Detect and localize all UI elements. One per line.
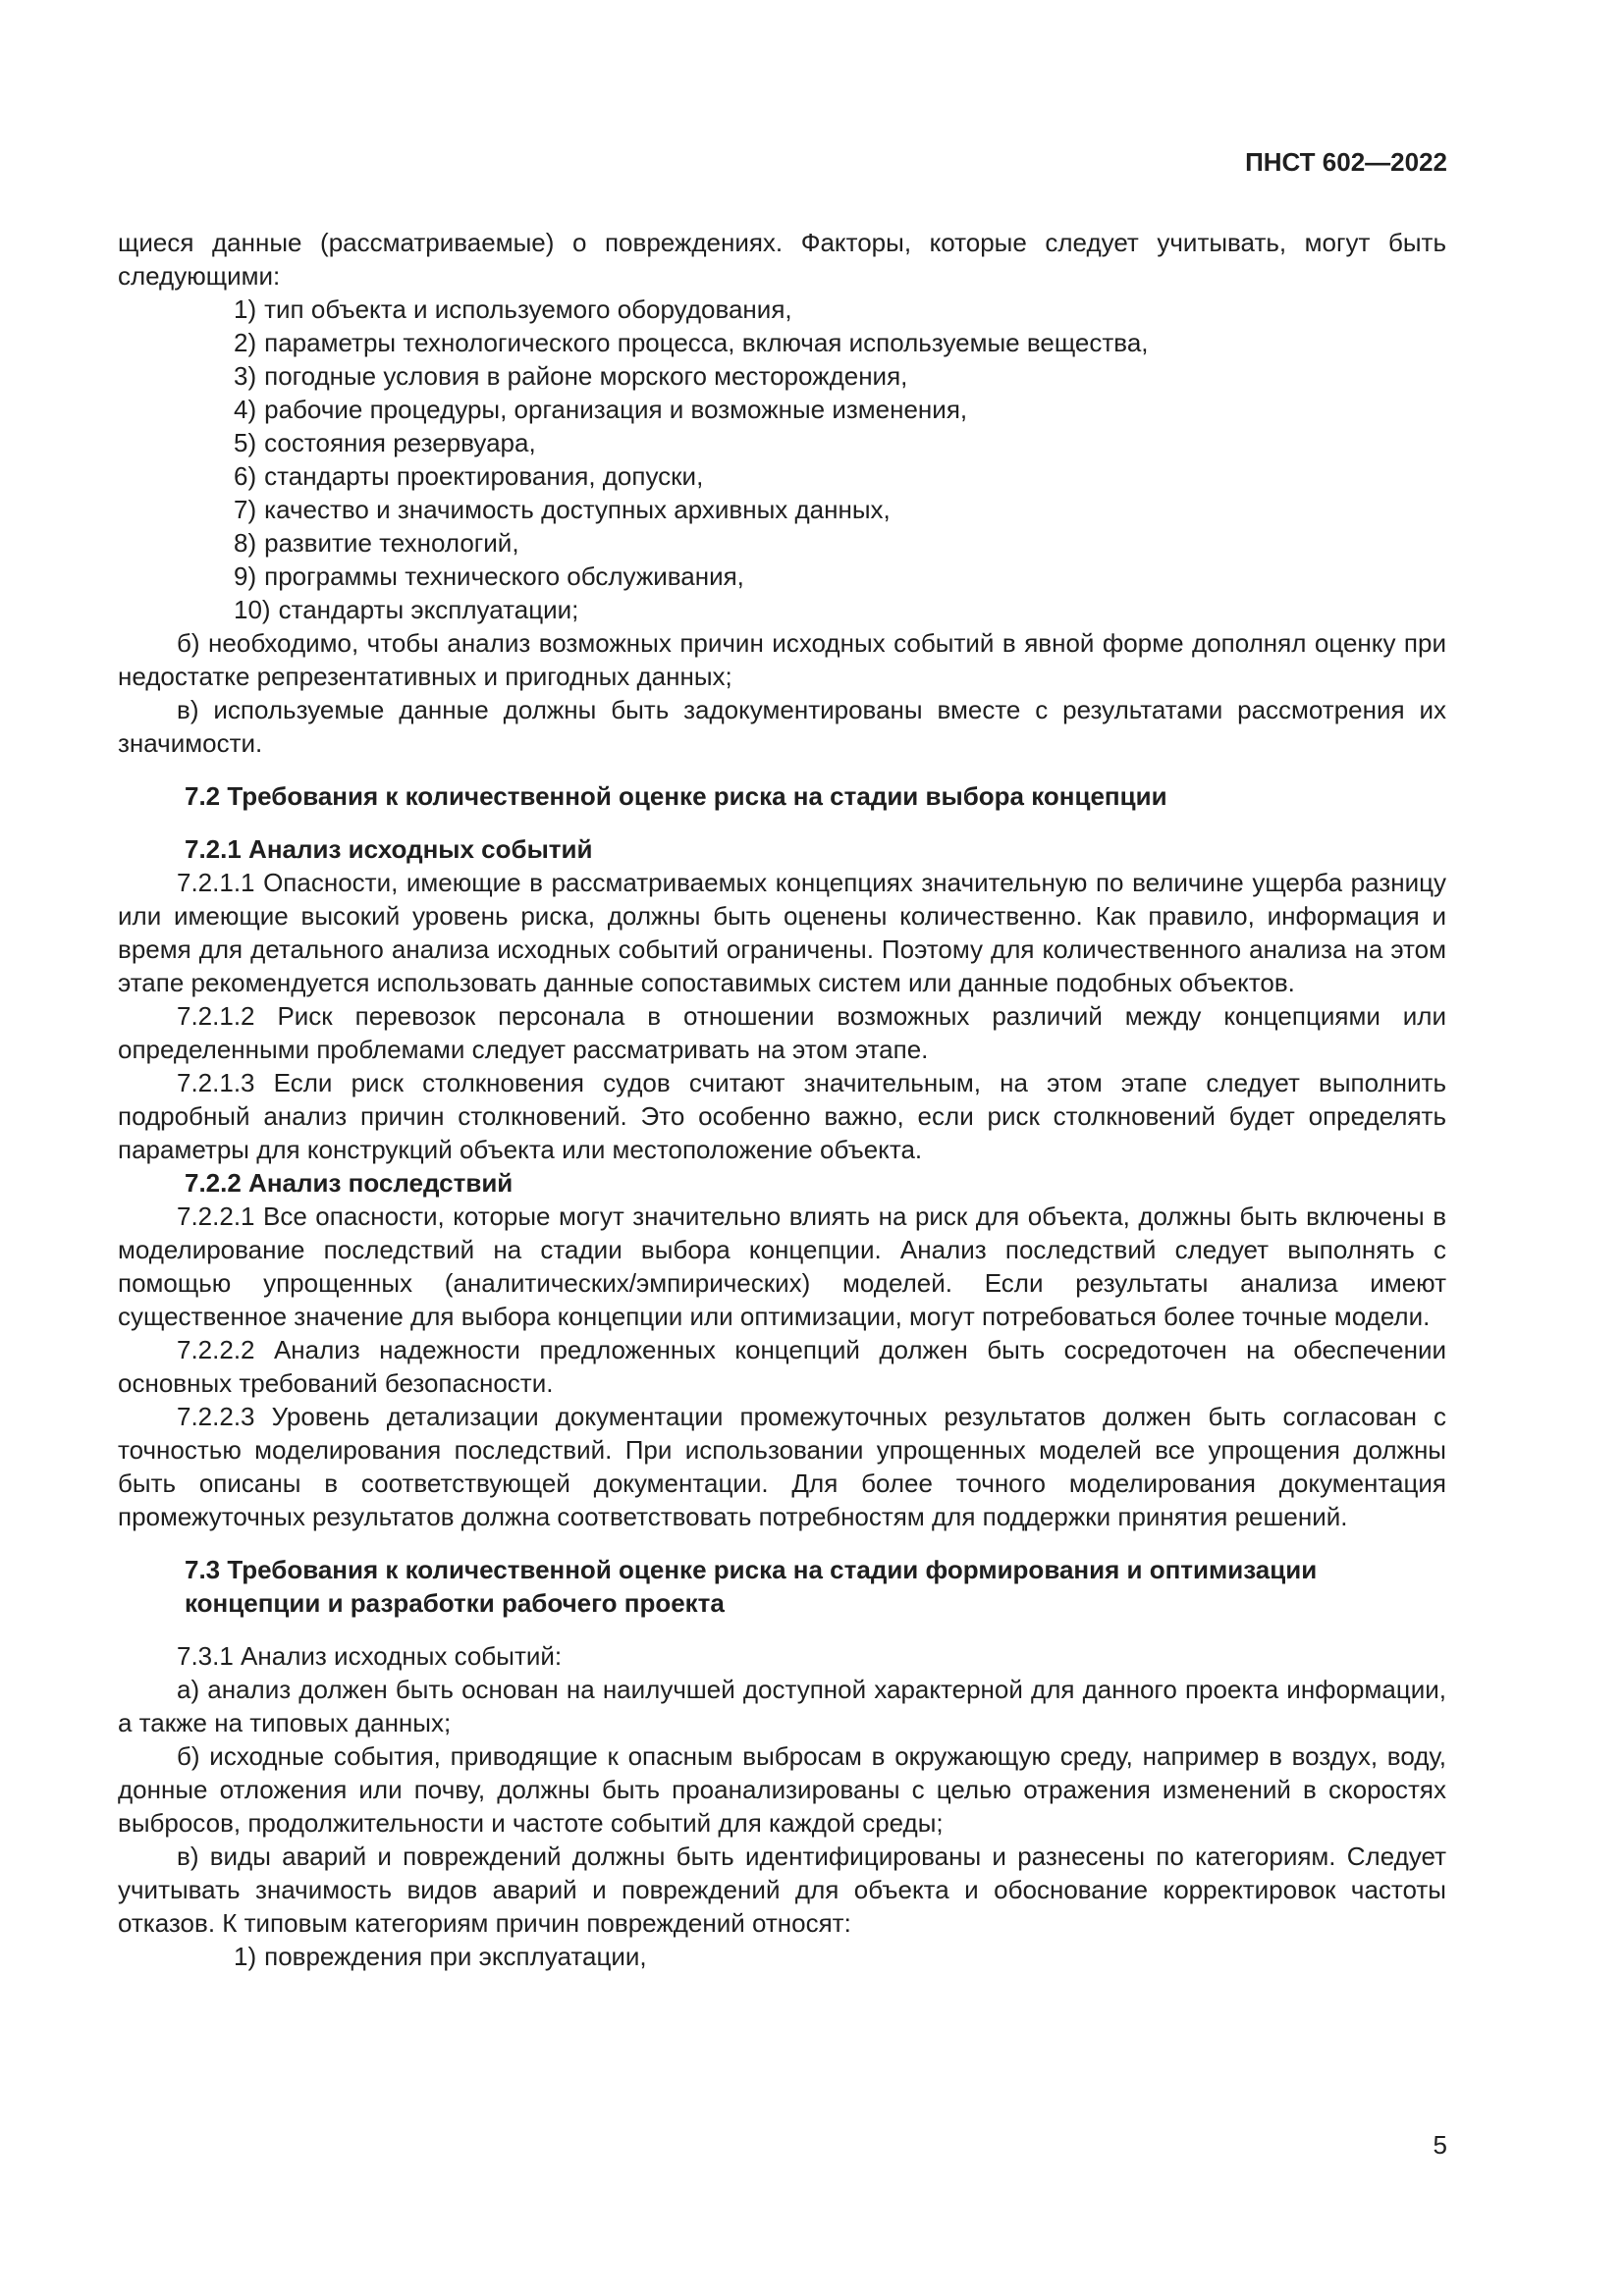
list-item	[118, 493, 1446, 526]
paragraph-7-2-2-2: 7.2.2.2 Анализ надежности предложенных концепций должен быть сосредоточен на обеспечении основных требований безопасности.	[118, 1335, 1446, 1398]
list-item-number: 6)	[234, 461, 257, 491]
list-item-number: 1)	[234, 294, 257, 324]
list-item-number: 1)	[234, 1942, 257, 1971]
list-item-text: стандарты эксплуатации;	[278, 595, 579, 624]
section-7-3-heading-line2: концепции и разработки рабочего проекта	[185, 1588, 725, 1618]
list-item-number: 8)	[234, 528, 257, 558]
paragraph-7-3-1-a: а) анализ должен быть основан на наилучшей доступной характерной для данного проекта информации, а также на типовых данных;	[118, 1675, 1446, 1737]
list-item	[118, 593, 1446, 626]
list-item-text: тип объекта и используемого оборудования,	[264, 294, 792, 324]
list-item-number: 7)	[234, 495, 257, 524]
list-item-text: стандарты проектирования, допуски,	[264, 461, 704, 491]
page-body	[118, 226, 1446, 1973]
subsection-7-2-1-heading: 7.2.1 Анализ исходных событий	[185, 834, 593, 864]
list-item-text: параметры технологического процесса, включая используемые вещества,	[264, 328, 1149, 357]
list-item-text: погодные условия в районе морского месторождения,	[264, 361, 908, 391]
intro-paragraph: щиеся данные (рассматриваемые) о повреждениях. Факторы, которые следует учитывать, могут быть следующими:	[118, 228, 1446, 291]
subsection-7-2-2-heading: 7.2.2 Анализ последствий	[185, 1168, 514, 1198]
list-item-text: состояния резервуара,	[264, 428, 536, 457]
paragraph-7-2-1-2: 7.2.1.2 Риск перевозок персонала в отношении возможных различий между концепциями или определенными проблемами следует рассматривать на этом этапе.	[118, 1001, 1446, 1064]
list-item	[118, 426, 1446, 459]
paragraph-7-3-1-v: в) виды аварий и повреждений должны быть идентифицированы и разнесены по категориям. Следует учитывать значимость видов аварий и повреждений для объекта и обоснование корректировок частоты отказов. К типовым категориям причин повреждений относят:	[118, 1842, 1446, 1938]
paragraph-7-3-1-b: б) исходные события, приводящие к опасным выбросам в окружающую среду, например в воздух, воду, донные отложения или почву, должны быть проанализированы с целью отражения изменений в скоростях выбросов, продолжительности и частоте событий для каждой среды;	[118, 1741, 1446, 1838]
list-item-number: 4)	[234, 395, 257, 424]
list-item-text: рабочие процедуры, организация и возможные изменения,	[264, 395, 968, 424]
list-item-text: повреждения при эксплуатации,	[264, 1942, 647, 1971]
list-item	[118, 326, 1446, 359]
list-item	[118, 293, 1446, 326]
paragraph-b: б) необходимо, чтобы анализ возможных причин исходных событий в явной форме дополнял оценку при недостатке репрезентативных и пригодных данных;	[118, 628, 1446, 691]
list-item-text: программы технического обслуживания,	[264, 561, 744, 591]
paragraph-7-2-2-3: 7.2.2.3 Уровень детализации документации промежуточных результатов должен быть согласован с точностью моделирования последствий. При использовании упрощенных моделей все упрощения должны быть описаны в соответствующей документации. Для более точного моделирования документация промежуточных результатов должна соответствовать потребностям для поддержки принятия решений.	[118, 1402, 1446, 1531]
list-item-number: 2)	[234, 328, 257, 357]
page-number: 5	[1433, 2130, 1447, 2160]
section-7-3-heading-line1: 7.3 Требования к количественной оценке риска на стадии формирования и оптимизации	[185, 1555, 1318, 1584]
document-code: ПНСТ 602—2022	[1245, 147, 1447, 177]
list-item-text: качество и значимость доступных архивных данных,	[264, 495, 891, 524]
list-item	[118, 359, 1446, 393]
list-item-number: 3)	[234, 361, 257, 391]
list-item	[118, 1940, 1446, 1973]
list-item-number: 10)	[234, 595, 271, 624]
paragraph-7-2-2-1: 7.2.2.1 Все опасности, которые могут значительно влиять на риск для объекта, должны быть включены в моделирование последствий на стадии выбора концепции. Анализ последствий следует выполнять с помощью упрощенных (аналитических/эмпирических) моделей. Если результаты анализа имеют существенное значение для выбора концепции или оптимизации, могут потребоваться более точные модели.	[118, 1201, 1446, 1331]
list-item	[118, 560, 1446, 593]
paragraph-7-2-1-1: 7.2.1.1 Опасности, имеющие в рассматриваемых концепциях значительную по величине ущерба разницу или имеющие высокий уровень риска, должны быть оценены количественно. Как правило, информация и время для детального анализа исходных событий ограничены. Поэтому для количественного анализа на этом этапе рекомендуется использовать данные сопоставимых систем или данные подобных объектов.	[118, 868, 1446, 997]
paragraph-7-3-1: 7.3.1 Анализ исходных событий:	[177, 1641, 563, 1671]
list-item-number: 5)	[234, 428, 257, 457]
paragraph-v: в) используемые данные должны быть задокументированы вместе с результатами рассмотрения их значимости.	[118, 695, 1446, 758]
section-7-2-heading: 7.2 Требования к количественной оценке риска на стадии выбора концепции	[185, 781, 1167, 811]
paragraph-7-2-1-3: 7.2.1.3 Если риск столкновения судов считают значительным, на этом этапе следует выполнить подробный анализ причин столкновений. Это особенно важно, если риск столкновений будет определять параметры для конструкций объекта или местоположение объекта.	[118, 1068, 1446, 1164]
list-item	[118, 526, 1446, 560]
list-item	[118, 459, 1446, 493]
factors-list	[118, 293, 1446, 626]
section-7-3-heading	[118, 1553, 1446, 1620]
list-item	[118, 393, 1446, 426]
list-item-number: 9)	[234, 561, 257, 591]
list-item-text: развитие технологий,	[264, 528, 519, 558]
